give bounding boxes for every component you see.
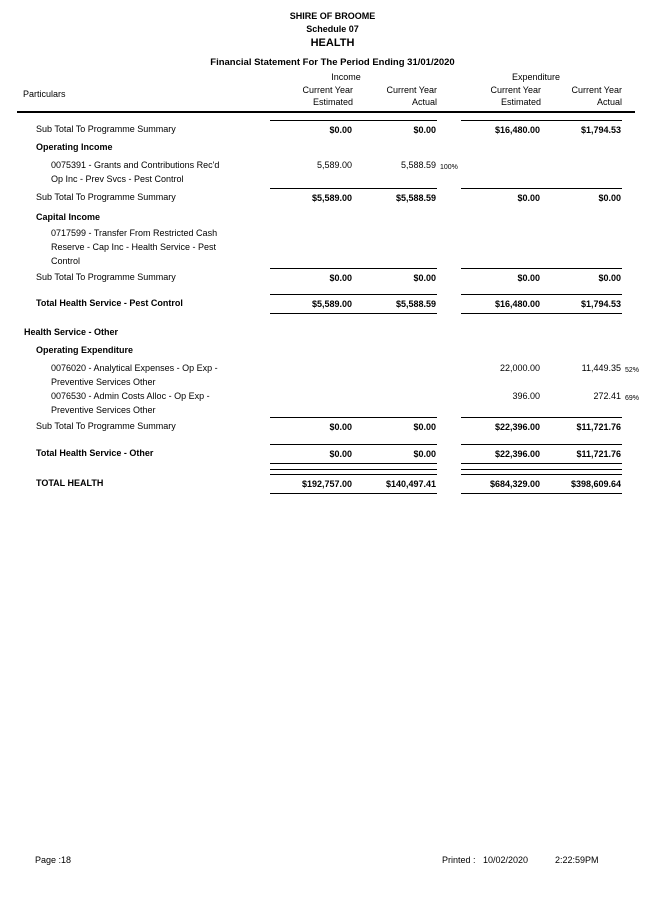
footer-page-number: Page :18 — [35, 855, 72, 865]
account-label-line: Preventive Services Other — [51, 377, 156, 387]
value-expenditure-actual: $398,609.64 — [570, 479, 621, 489]
expenditure-percent — [622, 158, 648, 186]
income-group-header: Income — [331, 72, 361, 82]
value-expenditure-actual: $0.00 — [598, 193, 621, 203]
col-header-expenditure-estimated-line1: Current Year — [490, 85, 541, 95]
report-subtitle: Financial Statement For The Period Ending 31/01/2020 — [210, 57, 455, 68]
value-expenditure-actual: $0.00 — [598, 273, 621, 283]
footer-printed-time: 2:22:59PM — [555, 855, 599, 865]
total-label: Total Health Service - Other — [36, 448, 154, 458]
total-label: Total Health Service - Pest Control — [36, 298, 183, 308]
income-pair — [270, 268, 437, 285]
col-header-income-actual-line1: Current Year — [386, 85, 437, 95]
value-income-actual: $5,588.59 — [395, 299, 436, 309]
table-row-section — [17, 344, 648, 357]
income-pair — [270, 444, 437, 464]
table-row-account — [17, 389, 648, 417]
expenditure-pair — [461, 361, 622, 389]
row-label: Sub Total To Programme Summary — [36, 124, 176, 134]
table-row-account — [17, 226, 648, 268]
col-header-expenditure-actual-line1: Current Year — [571, 85, 622, 95]
value-expenditure-estimated: $22,396.00 — [494, 422, 540, 432]
expenditure-pair — [461, 268, 622, 285]
income-percent — [437, 444, 461, 464]
income-pair — [270, 188, 437, 205]
table-row-account — [17, 158, 648, 186]
row-label: Sub Total To Programme Summary — [36, 272, 176, 282]
value-expenditure-actual: 272.41 — [593, 391, 621, 401]
account-label-line: Op Inc - Prev Svcs - Pest Control — [51, 174, 184, 184]
account-label-line: 0076530 - Admin Costs Alloc - Op Exp - — [51, 391, 210, 401]
col-header-expenditure-estimated-line2: Estimated — [500, 97, 541, 107]
income-pair — [270, 417, 437, 434]
value-expenditure-estimated: 22,000.00 — [499, 363, 540, 373]
col-header-expenditure-actual-line2: Actual — [596, 97, 622, 107]
value-expenditure-actual — [541, 158, 622, 186]
expenditure-percent — [622, 444, 648, 464]
table-row-subtotal — [17, 120, 648, 137]
expenditure-percent — [622, 120, 648, 137]
table-row-total — [17, 444, 648, 464]
row-label: Sub Total To Programme Summary — [36, 192, 176, 202]
value-expenditure-actual: $1,794.53 — [580, 125, 621, 135]
section-label: Operating Income — [36, 142, 113, 152]
income-percent — [437, 268, 461, 285]
income-pair — [270, 158, 437, 186]
account-label-line: 0076020 - Analytical Expenses - Op Exp - — [51, 363, 218, 373]
expenditure-group-header: Expenditure — [511, 72, 561, 82]
income-percent — [437, 361, 461, 389]
value-income-actual: $5,588.59 — [395, 193, 436, 203]
income-percent: 100% — [440, 164, 458, 171]
value-income-estimated — [270, 389, 353, 417]
col-header-income-estimated-line1: Current Year — [302, 85, 353, 95]
income-percent — [437, 188, 461, 205]
account-label — [17, 361, 270, 389]
table-row-section — [17, 141, 648, 154]
expenditure-pair — [461, 120, 622, 137]
col-header-income-estimated-line2: Estimated — [312, 97, 353, 107]
value-income-estimated: $0.00 — [329, 422, 352, 432]
value-income-estimated: $192,757.00 — [301, 479, 352, 489]
financial-table — [17, 114, 648, 494]
income-percent — [437, 389, 461, 417]
value-income-estimated: $0.00 — [329, 449, 352, 459]
table-row-account — [17, 361, 648, 389]
expenditure-pair — [461, 158, 622, 186]
account-label — [17, 226, 270, 268]
income-percent — [437, 417, 461, 434]
income-percent — [437, 474, 461, 494]
value-expenditure-actual: $1,794.53 — [580, 299, 621, 309]
value-expenditure-estimated: $0.00 — [517, 273, 540, 283]
footer-printed-date: 10/02/2020 — [483, 855, 529, 865]
value-income-actual — [353, 389, 437, 417]
section-label: Capital Income — [36, 212, 101, 222]
row-label: Sub Total To Programme Summary — [36, 421, 176, 431]
section-label: Operating Expenditure — [36, 345, 134, 355]
value-expenditure-actual: 11,449.35 — [581, 363, 621, 373]
header-rule — [17, 111, 635, 113]
expenditure-percent — [622, 474, 648, 494]
value-expenditure-estimated — [461, 158, 541, 186]
program-label: Health Service - Other — [24, 327, 119, 337]
value-income-actual — [353, 361, 437, 389]
value-expenditure-estimated: $16,480.00 — [494, 299, 540, 309]
table-row-grand-total — [17, 474, 648, 494]
income-pair — [270, 120, 437, 137]
expenditure-pair — [461, 389, 622, 417]
account-label-line: 0075391 - Grants and Contributions Rec'd — [51, 160, 220, 170]
value-income-actual: $0.00 — [413, 422, 436, 432]
expenditure-percent — [622, 188, 648, 205]
expenditure-percent: 69% — [625, 395, 640, 402]
table-row-section — [17, 211, 648, 224]
expenditure-percent — [622, 417, 648, 434]
income-percent — [437, 294, 461, 314]
expenditure-percent — [622, 268, 648, 285]
value-expenditure-estimated: 396.00 — [512, 391, 540, 401]
income-pair — [270, 226, 437, 268]
income-pair — [270, 389, 437, 417]
program-title: HEALTH — [310, 37, 355, 49]
income-pair — [270, 474, 437, 494]
account-label — [17, 389, 270, 417]
value-income-estimated: 5,589.00 — [316, 160, 352, 170]
account-label-line: Reserve - Cap Inc - Health Service - Pest — [51, 242, 217, 252]
value-income-actual: 5,588.59 — [400, 160, 436, 170]
expenditure-percent — [622, 294, 648, 314]
value-income-estimated: $0.00 — [329, 125, 352, 135]
grand-total-label: TOTAL HEALTH — [36, 478, 104, 488]
value-expenditure-estimated: $22,396.00 — [494, 449, 540, 459]
expenditure-percent — [622, 226, 648, 268]
table-row-subtotal — [17, 268, 648, 285]
footer-printed-label: Printed : — [442, 855, 476, 865]
value-income-actual: $0.00 — [413, 449, 436, 459]
income-percent — [437, 226, 461, 268]
org-title: SHIRE OF BROOME — [289, 11, 376, 21]
schedule-title: Schedule 07 — [306, 24, 359, 34]
income-pair — [270, 294, 437, 314]
income-pair — [270, 361, 437, 389]
value-expenditure-estimated: $684,329.00 — [489, 479, 540, 489]
account-label-line: 0717599 - Transfer From Restricted Cash — [51, 228, 218, 238]
account-label — [17, 158, 270, 186]
expenditure-pair — [461, 417, 622, 434]
expenditure-pair — [461, 294, 622, 314]
income-percent — [437, 120, 461, 137]
value-expenditure-actual: $11,721.76 — [576, 449, 621, 459]
table-row-program — [17, 326, 648, 339]
expenditure-pair — [461, 444, 622, 464]
expenditure-pair — [461, 474, 622, 494]
value-expenditure-actual: $11,721.76 — [576, 422, 621, 432]
value-income-actual: $0.00 — [413, 273, 436, 283]
value-expenditure-estimated: $16,480.00 — [494, 125, 540, 135]
value-income-estimated — [270, 361, 353, 389]
value-income-estimated: $5,589.00 — [311, 299, 352, 309]
value-income-actual: $0.00 — [413, 125, 436, 135]
value-income-estimated: $5,589.00 — [311, 193, 352, 203]
title-block — [17, 10, 648, 69]
col-header-income-actual-line2: Actual — [411, 97, 437, 107]
account-label-line: Preventive Services Other — [51, 405, 156, 415]
expenditure-pair — [461, 188, 622, 205]
particulars-header: Particulars — [23, 89, 66, 99]
table-row-subtotal — [17, 188, 648, 205]
value-income-actual: $140,497.41 — [385, 479, 436, 489]
account-label-line: Control — [51, 256, 81, 266]
expenditure-percent: 52% — [625, 367, 640, 374]
table-row-subtotal — [17, 417, 648, 434]
value-expenditure-estimated: $0.00 — [517, 193, 540, 203]
table-row-total — [17, 294, 648, 314]
expenditure-pair — [461, 226, 622, 268]
value-income-estimated: $0.00 — [329, 273, 352, 283]
